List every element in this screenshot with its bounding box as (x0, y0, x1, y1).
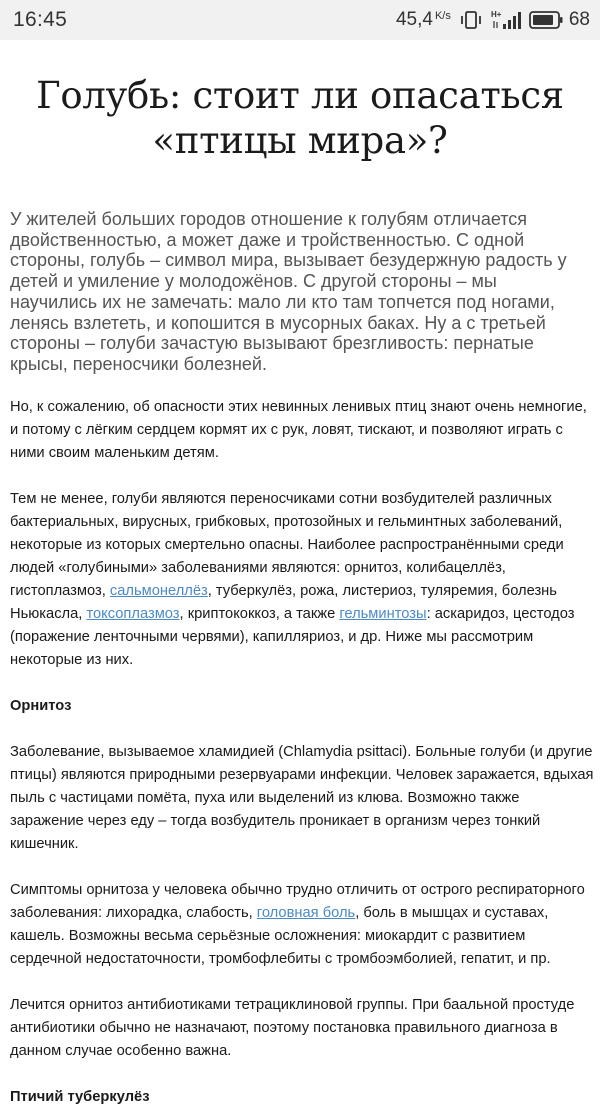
text-line: Симптомы орнитоза у человека обычно трудно отличить от острого респираторного (10, 881, 585, 898)
paragraph-ornithosis-treatment (10, 994, 600, 1063)
signal-icon (491, 10, 521, 30)
lead-line: детей и умиление у молодожёнов. С другой стороны – мы (10, 271, 497, 292)
article-title-line-1: Голубь: стоит ли опасаться (36, 74, 564, 117)
text-fragment: , криптококкоз, а также (179, 605, 340, 622)
network-speed (396, 9, 451, 31)
battery-level: 68 (568, 9, 590, 30)
text-line: Но, к сожалению, об опасности этих невинных ленивых птиц знают очень немногие, (10, 398, 587, 415)
text-fragment: , туберкулёз, рожа, листериоз, туляремия, болезнь (207, 582, 557, 599)
text-line: пыль с частицами помёта, пуха или выделений из клюва. Возможно также (10, 789, 520, 806)
vibrate-icon (459, 11, 483, 29)
text-fragment: , боль в мышцах и суставах, (355, 904, 549, 921)
text-line: Тем не менее, голуби являются переносчиками сотни возбудителей различных (10, 490, 552, 507)
text-line: некоторые из которых смертельно опасны. Наиболее распространёнными среди (10, 536, 564, 553)
paragraph-diseases (10, 488, 600, 672)
lead-line: ленясь взлететь, и копошится в мусорных баках. Ну а с третьей (10, 312, 546, 333)
article (0, 73, 600, 1109)
text-line: ними своим маленьким детям. (10, 444, 219, 461)
text-line: кишечник. (10, 835, 79, 852)
text-line: людей «голубиными» заболеваниями являются: орнитоз, колибацеллёз, (10, 559, 506, 576)
lead-line: стороны, голубь – символ мира, вызывает безудержную радость у (10, 250, 567, 271)
network-speed-value: 45,4 (395, 9, 433, 30)
text-line: кашель. Возможны весьма серьёзные осложнения: миокардит с развитием (10, 927, 526, 944)
text-line: Лечится орнитоз антибиотиками тетрациклиновой группы. При баальной простуде (10, 996, 575, 1013)
link-helminthiasis[interactable]: гельминтозы (339, 605, 427, 622)
article-lead (10, 209, 600, 375)
lead-line: стороны – голуби зачастую вызывают брезгливость: пернатые (10, 333, 534, 354)
paragraph-danger (10, 396, 600, 465)
status-indicators (396, 9, 590, 31)
link-salmonellosis[interactable]: сальмонеллёз (109, 582, 208, 599)
text-line: антибиотики обычно не назначают, поэтому постановка правильного диагноза в (10, 1019, 558, 1036)
paragraph-ornithosis-cause (10, 741, 600, 856)
text-line: некоторые из них. (10, 651, 134, 668)
lead-line: двойственностью, а может даже и тройственностью. С одной (10, 229, 525, 250)
paragraph-ornithosis-symptoms (10, 879, 600, 971)
status-bar (0, 0, 600, 40)
section-heading-ornithosis: Орнитоз (10, 697, 72, 714)
link-headache[interactable]: головная боль (256, 904, 356, 921)
text-line: Заболевание, вызываемое хламидией (Chlamydia psittaci). Больные голуби (и другие (10, 743, 593, 760)
text-line: данном случае особенно важна. (10, 1042, 232, 1059)
article-title-line-2: «птицы мира»? (152, 119, 448, 162)
lead-line: крысы, переносчики болезней. (10, 353, 267, 374)
link-toxoplasmosis[interactable]: токсоплазмоз (86, 605, 180, 622)
text-line: птицы) являются природными резервуарами инфекции. Человек заражается, вдыхая (10, 766, 594, 783)
text-fragment: гистоплазмоз, (10, 582, 110, 599)
status-time: 16:45 (13, 8, 68, 31)
section-heading-tuberculosis: Птичий туберкулёз (10, 1088, 150, 1105)
text-fragment: Ньюкасла, (10, 605, 87, 622)
lead-line: У жителей больших городов отношение к голубям отличается (10, 209, 528, 229)
text-line: бактериальных, вирусных, грибковых, протозойных и гельминтных заболеваний, (10, 513, 563, 530)
text-line: заражение через еду – тогда возбудитель проникает в организм через тонкий (10, 812, 541, 829)
battery-icon (529, 9, 590, 31)
text-fragment: : аскаридоз, цестодоз (426, 605, 575, 622)
text-line: (поражение ленточными червями), капилляриоз, и др. Ниже мы рассмотрим (10, 628, 534, 645)
article-title (10, 73, 600, 163)
text-line: и потому с лёгким сердцем кормят их с рук, ловят, тискают, и позволяют играть с (10, 421, 563, 438)
text-fragment: заболевания: лихорадка, слабость, (10, 904, 257, 921)
network-type-label: H+ (490, 10, 502, 19)
text-line: сердечной недостаточности, тромбофлебиты с тромбоэмболией, гепатит, и пр. (10, 950, 551, 967)
lead-line: научились их не замечать: мало ли кто там топчется под ногами, (10, 291, 555, 312)
network-speed-unit: K/s (434, 10, 451, 22)
